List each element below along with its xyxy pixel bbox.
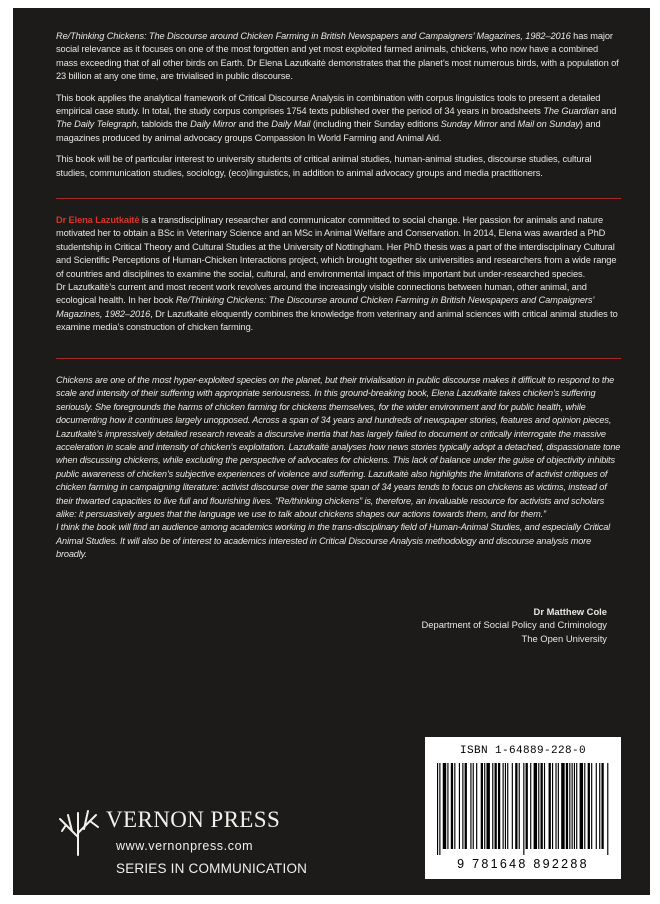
description-paragraph-3: This book will be of particular interest to university students of critical animal studies, human-animal studies, discourse studies, cultural studies, communication studies, sociology, (eco)linguistics, in addition to animal advocacy groups and media practitioners.: [56, 154, 592, 178]
book-title-italic: Re/Thinking Chickens: The Discourse around Chicken Farming in British Newspapers and Campaigners’ Magazines, 1982–2016: [56, 31, 571, 41]
description-paragraph-2: [56, 92, 621, 146]
barcode-bar: [447, 763, 448, 849]
barcode-bar: [454, 763, 455, 849]
endorsement-quote: [56, 374, 621, 562]
barcode-bar: [541, 763, 543, 849]
description-text: has major social relevance as it focuses on one of the most forgotten and yet most exploited farmed animals, chickens, who now have a combined mass exceeding that of all other birds on Earth. Dr Elena Lazutkaitė demonstrates that the planet’s most numerous birds, with a population of 23 billion at any one time, are trivialised in public discourse.: [56, 31, 619, 82]
barcode-bar: [465, 763, 467, 849]
endorser-department: Department of Social Policy and Criminology: [421, 619, 607, 631]
barcode-bar: [544, 763, 545, 849]
author-bio-text: Dr Lazutkaitė’s current and most recent work revolves around the increasingly visible connections between human, other animal, and ecological health. In her book: [56, 282, 587, 306]
barcode-bar: [607, 763, 608, 855]
newspaper-title: The Daily Telegraph: [56, 119, 137, 130]
newspaper-title: The Guardian: [543, 106, 599, 117]
barcode-bar: [498, 763, 500, 849]
author-bio-paragraph-1: [56, 214, 621, 281]
barcode-bar: [473, 763, 474, 849]
barcode-bar: [569, 763, 570, 849]
barcode-bar: [574, 763, 575, 849]
barcode-bar: [505, 763, 506, 849]
series-name: SERIES IN COMMUNICATION: [116, 861, 308, 876]
barcode-bar: [591, 763, 592, 849]
barcode-bar: [439, 763, 440, 855]
barcode-bar: [555, 763, 556, 849]
barcode-bar: [476, 763, 477, 849]
back-cover: [13, 8, 650, 895]
barcode-bar: [572, 763, 573, 849]
endorser-name: Dr Matthew Cole: [533, 606, 607, 617]
book-description: [56, 30, 621, 188]
description-text: and: [598, 106, 617, 117]
endorsement-paragraph-2: I think the book will find an audience among academics working in the trans-disciplinary field of Human-Animal Studies, and especially Critical Animal Studies. It will also be of interest to academics interested in Critical Discourse Analysis methodology and discourse analysis more broadly.: [56, 522, 611, 560]
description-text: This book applies the analytical framework of Critical Discourse Analysis in combination with corpus linguistics tools to present a detailed empirical case study. In total, the study corpus comprises 1754 texts published over the period of 34 years in broadsheets: [56, 92, 601, 117]
barcode-bar: [462, 763, 463, 849]
barcode-bar: [486, 763, 489, 849]
newspaper-title: Mail on Sunday: [517, 119, 580, 130]
divider-rule: [56, 198, 621, 199]
barcode-bar: [561, 763, 564, 849]
endorser-organization: The Open University: [521, 632, 607, 644]
description-text: , tabloids the: [136, 119, 191, 130]
endorsement-paragraph-1: Chickens are one of the most hyper-exploited species on the planet, but their trivialisation in public discourse makes it difficult to respond to the scale and intensity of their suffering with appropriate seriousness. In this ground-breaking book, Elena Lazutkaitė takes chicken’s suffering seriously. She foregrounds the harms of chicken farming for chickens themselves, for the wider environment and for public health, while documenting how it continues largely unopposed. Across a span of 34 years and hundreds of newspaper stories, features and opinion pieces, Lazutkaitė’s impressively detailed research reveals a discursive inertia that has largely failed to document or critically interrogate the massive acceleration in scale and intensity of chicken’s exploitation. Lazutkaitė analyses how news stories typically adopt a detached, dispassionate tone when discussing chickens, while excluding the perspective of advocates for chickens. This lack of balance under the guise of objectivity inhibits public awareness of chicken’s subjective experiences of violence and suffering. Lazutkaitė also highlights the limitations of activist critiques of chicken farming in campaigning literature: activist discourse over the same span of 34 years tends to focus on chickens as victims, instead of their thwarted capacities to live full and flourishing lives. “Re/thinking chickens” is, therefore, an invaluable resource for activists and scholars alike: it persuasively argues that the language we use to talk about chickens shapes our actions towards them, and for them.”: [56, 375, 621, 520]
author-bio-text: is a transdisciplinary researcher and communicator committed to social change. Her passion for animals and nature motivated her to obtain a BSc in Veterinary Science and an MSc in Animal Welfare and Conservation. In 2014, Elena was awarded a PhD studentship in Critical Theory and Cultural Studies at the University of Nottingham. Her PhD thesis was a part of the interdisciplinary Cultural and Scientific Perceptions of Human-Chicken Interactions project, which brought together six universities and researchers from a wide range of countries and disciplines to examine the social, cultural, and environmental impact of this important but under-researched species.: [56, 215, 617, 279]
barcode-bar: [552, 763, 553, 849]
description-text: (including their Sunday editions: [310, 119, 441, 130]
barcode-bar: [526, 763, 528, 849]
barcode-bar: [519, 763, 520, 849]
barcode-bar: [588, 763, 590, 849]
barcode-bar: [558, 763, 559, 849]
divider-rule: [56, 358, 621, 359]
barcode-bar: [481, 763, 483, 849]
barcode-bar: [576, 763, 577, 849]
author-bio: [56, 214, 621, 335]
description-text: ) and magazines produced by animal advocacy groups Compassion In World Farming and Animal Aid.: [56, 119, 601, 143]
barcode-bar: [503, 763, 504, 849]
author-bio-paragraph-2: [56, 281, 621, 335]
barcode-bar: [530, 763, 531, 849]
barcode-bar: [484, 763, 485, 849]
vernon-press-logo-icon: [56, 807, 100, 857]
publisher-name: VERNON PRESS: [106, 807, 281, 832]
newspaper-title: Daily Mirror: [190, 119, 237, 130]
barcode-bar: [566, 763, 568, 849]
isbn-label: ISBN 1-64889-228-0: [459, 745, 587, 757]
barcode-bar: [459, 763, 460, 849]
ean-number: 9 781648 892288: [457, 857, 589, 871]
barcode-bar: [451, 763, 453, 849]
barcode-bar: [549, 763, 551, 849]
newspaper-title: Daily Mail: [271, 119, 311, 130]
barcode-bar: [580, 763, 583, 849]
barcode-bar: [470, 763, 471, 849]
author-bio-text: , Dr Lazutkaitė eloquently combines the knowledge from veterinary and animal sciences with critical animal studies to examine media’s construction of chicken farming.: [56, 308, 618, 333]
barcode-bar: [512, 763, 513, 849]
barcode-bar: [495, 763, 497, 849]
barcode-bar: [596, 763, 597, 849]
description-text: and: [497, 119, 518, 130]
barcode-bar: [492, 763, 493, 849]
barcode-bar: [507, 763, 508, 849]
barcode-bar: [534, 763, 537, 849]
endorser-signature: [422, 605, 608, 645]
barcode-bars: [435, 763, 611, 855]
publisher-block: [56, 807, 356, 887]
book-title-italic: Re/Thinking Chickens: The Discourse around Chicken Farming in British Newspapers and Campaigners’ Magazines, 1982–2016: [56, 295, 594, 319]
barcode-bar: [523, 763, 524, 855]
barcode-bar: [538, 763, 539, 849]
newspaper-title: Sunday Mirror: [440, 119, 498, 130]
barcode-bar: [601, 763, 603, 849]
publisher-url: www.vernonpress.com: [116, 839, 254, 853]
barcode-bar: [443, 763, 446, 849]
barcode-bar: [515, 763, 517, 849]
barcode-bar: [437, 763, 438, 855]
barcode-bar: [584, 763, 585, 849]
isbn-barcode: [425, 737, 621, 879]
author-name: Dr Elena Lazutkaitė: [56, 215, 140, 225]
description-text: and the: [236, 119, 272, 130]
barcode-bar: [599, 763, 600, 849]
description-paragraph-1: [56, 30, 621, 84]
